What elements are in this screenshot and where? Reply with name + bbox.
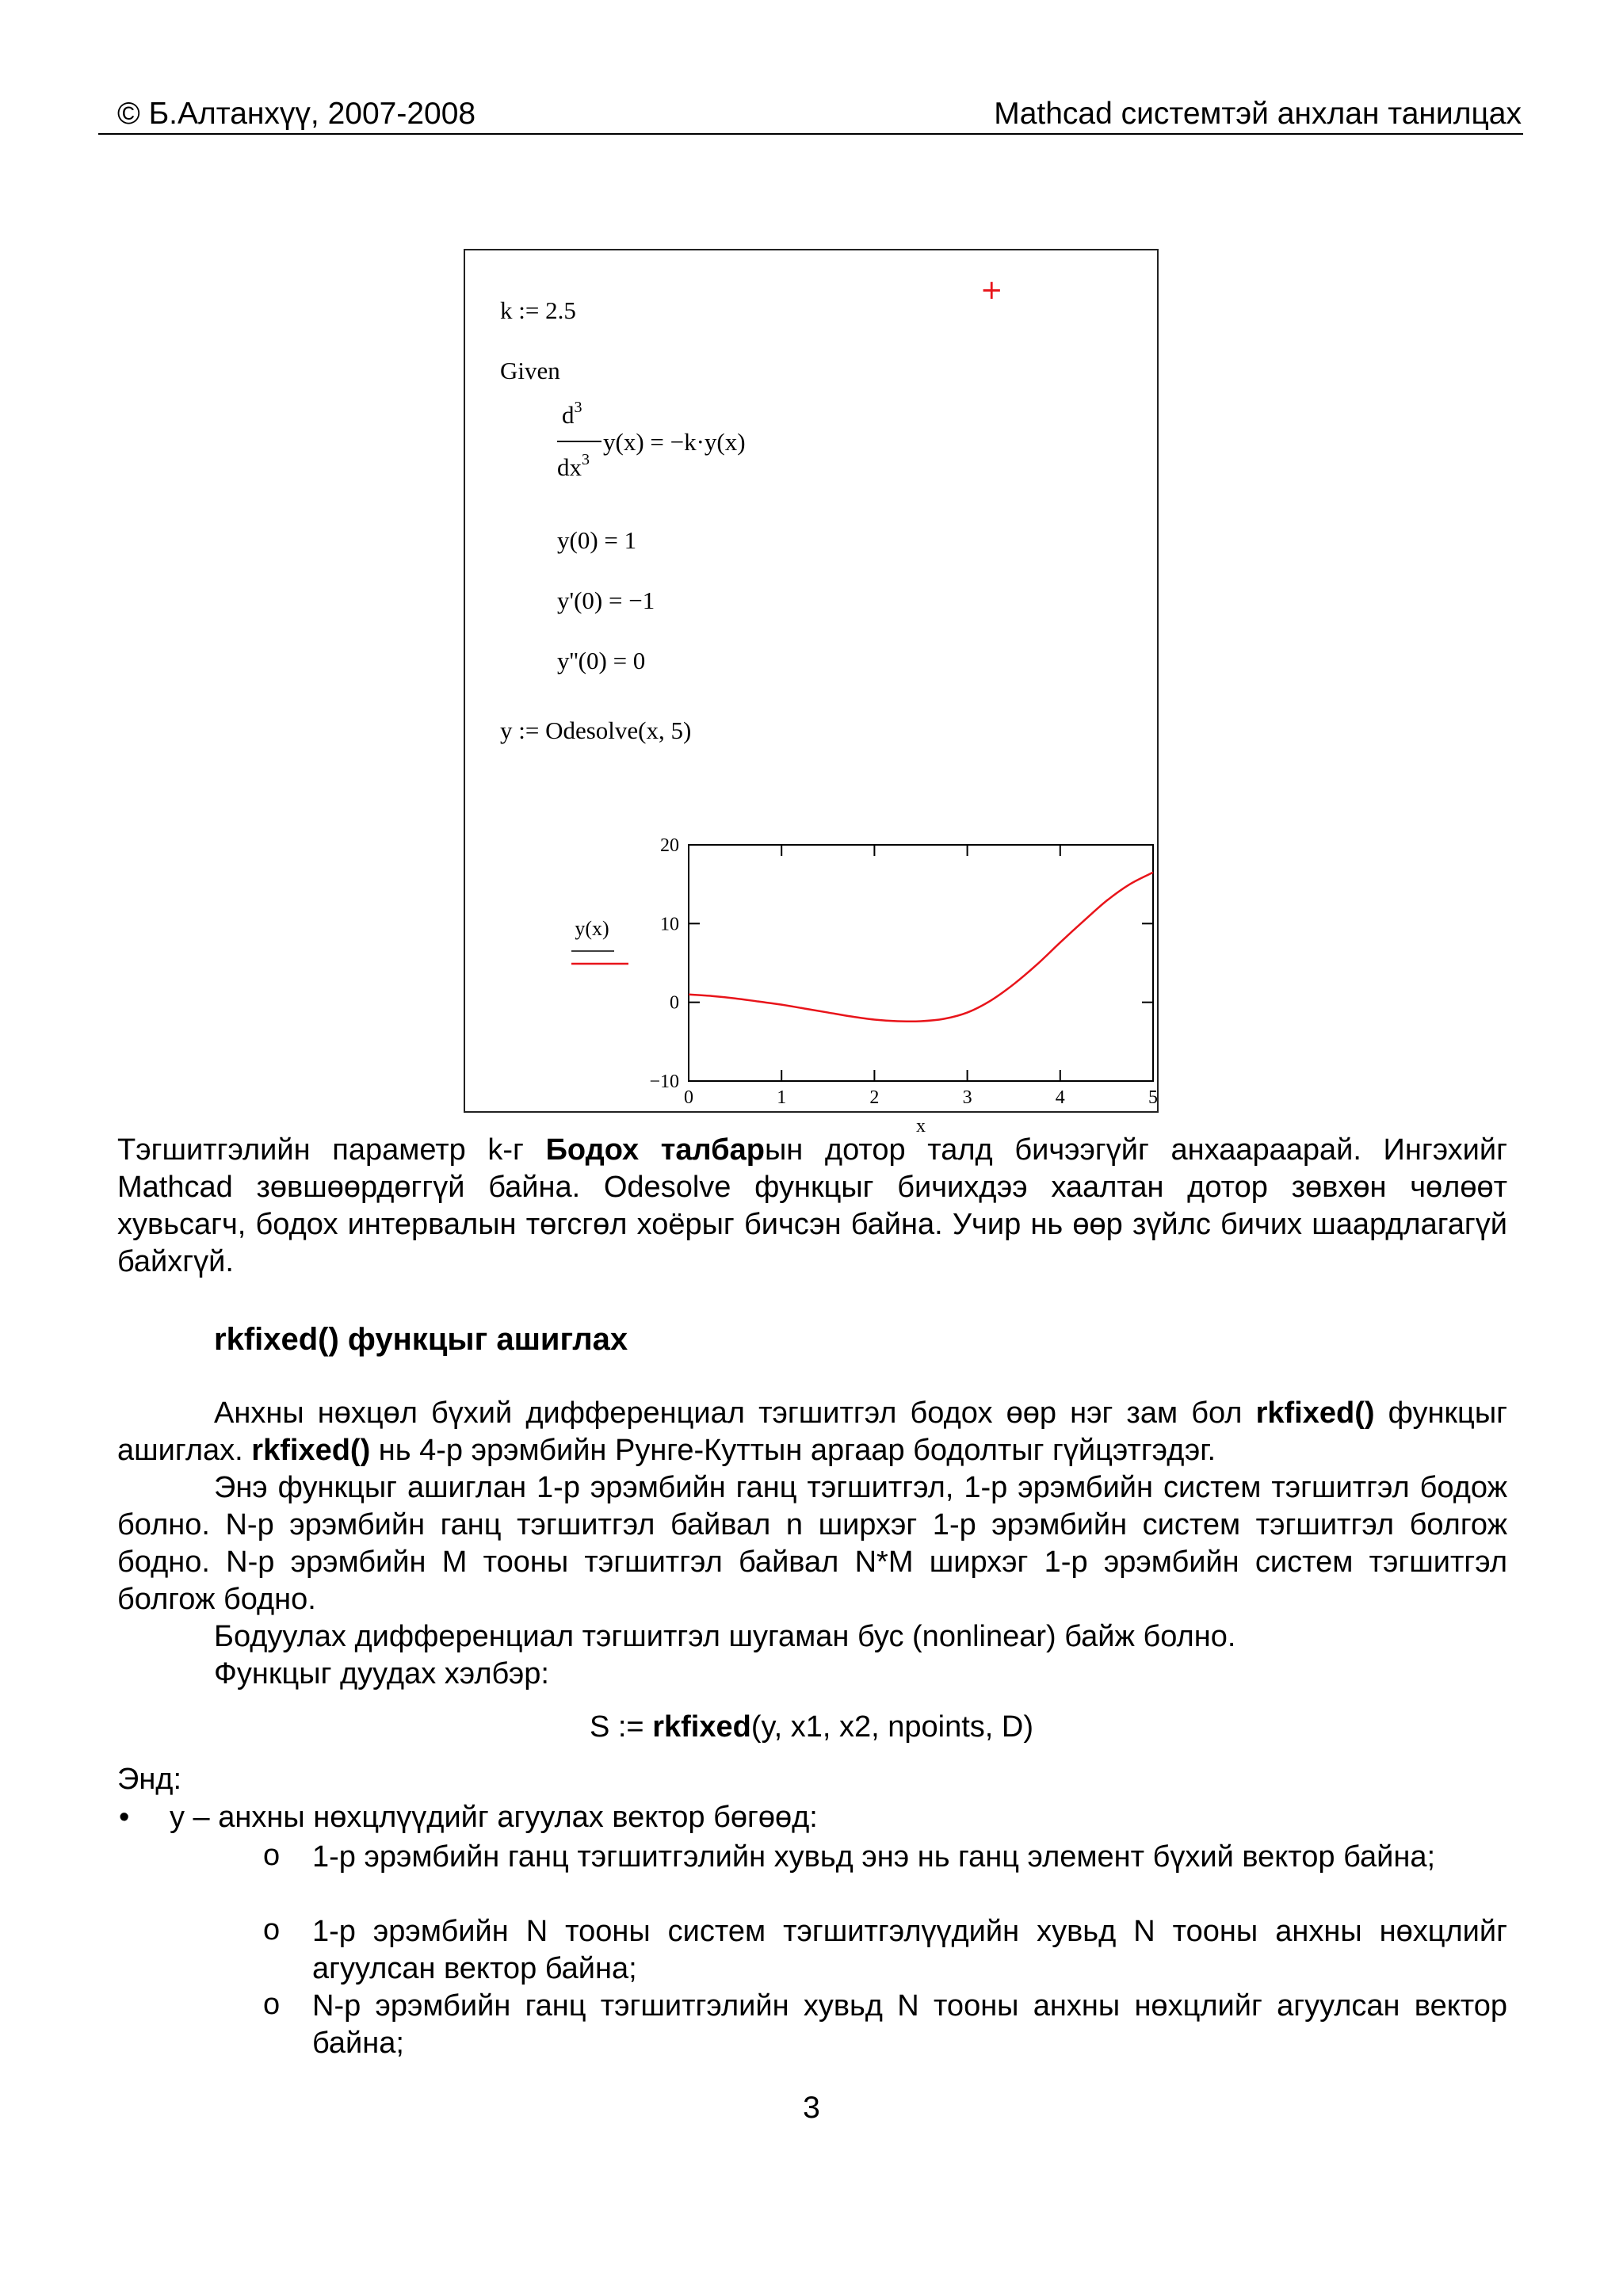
- paragraph-5: Функцыг дуудах хэлбэр:: [214, 1657, 549, 1690]
- deriv-num: d: [562, 401, 575, 429]
- p2-bold-1: rkfixed(): [1255, 1396, 1375, 1430]
- initial-condition-1: y(0) = 1: [557, 526, 637, 554]
- paragraph-4: Бодуулах дифференциал тэгшитгэл шугаман бус (nonlinear) байж болно.: [214, 1620, 1236, 1653]
- plot-frame: [689, 845, 1153, 1081]
- page-number: 3: [803, 2091, 820, 2125]
- bullet-text: y – анхны нөхцлүүдийг агуулах вектор бөгөөд:: [170, 1801, 818, 1834]
- deriv-num-exp: 3: [574, 399, 582, 416]
- y-axis-label: y(x): [575, 917, 609, 940]
- call-function-name: rkfixed: [652, 1710, 751, 1744]
- sub-bullet-marker: o: [263, 1988, 281, 2021]
- deriv-den-exp: 3: [582, 451, 590, 468]
- where-label: Энд:: [117, 1763, 182, 1796]
- initial-condition-3: y''(0) = 0: [557, 647, 646, 674]
- crosshair-cursor-icon: +: [980, 274, 1003, 306]
- solution-plot: [465, 250, 1158, 1137]
- sub-bullet-item: N-р эрэмбийн ганц тэгшитгэлийн хувьд N тооны анхны нөхцлийг агуулсан вектор байна;: [312, 1989, 1507, 2060]
- sub-bullet-marker: o: [263, 1839, 281, 1872]
- header-author: © Б.Алтанхүү, 2007-2008: [117, 97, 476, 131]
- k-definition: k := 2.5: [500, 296, 576, 324]
- p2-text-a: Анхны нөхцөл бүхий дифференциал тэгшитгэл бодох өөр нэг зам бол: [214, 1396, 1256, 1430]
- sub-bullet-item: 1-р эрэмбийн N тооны систем тэгшитгэлүүдийн хувьд N тооны анхны нөхцлийг агуулсан вектор байна;: [312, 1915, 1507, 1985]
- section-heading: rkfixed() функцыг ашиглах: [214, 1322, 628, 1357]
- header-rule: [98, 133, 1523, 135]
- call-prefix: S :=: [589, 1710, 653, 1744]
- p2-text-c: нь 4-р эрэмбийн Рунге-Куттын аргаар бодолтыг гүйцэтгэдэг.: [370, 1434, 1216, 1467]
- y-tick-label: −10: [649, 1072, 679, 1092]
- x-axis-label: x: [916, 1116, 926, 1137]
- ode-rhs: y(x) = −k·y(x): [603, 428, 746, 456]
- mathcad-worksheet-figure: [464, 249, 1159, 1137]
- header-title: Mathcad системтэй анхлан танилцах: [994, 97, 1522, 131]
- y-tick-label: 0: [670, 992, 679, 1014]
- call-arguments: (y, x1, x2, npoints, D): [750, 1710, 1034, 1744]
- p1-text-a: Тэгшитгэлийн параметр k-г: [117, 1133, 546, 1167]
- paragraph-1: [117, 1132, 1507, 1281]
- p2-bold-2: rkfixed(): [251, 1434, 371, 1467]
- sub-bullet-marker: o: [263, 1913, 281, 1946]
- y-tick-label: 20: [660, 835, 679, 856]
- y-tick-label: 10: [660, 914, 679, 935]
- sub-bullet-item: 1-р эрэмбийн ганц тэгшитгэлийн хувьд энэ нь ганц элемент бүхий вектор байна;: [312, 1840, 1436, 1874]
- initial-condition-2: y'(0) = −1: [557, 586, 655, 614]
- p2-text-b: функцыг ашиглах.: [117, 1396, 1507, 1467]
- x-tick-label: 4: [1055, 1087, 1065, 1108]
- p1-text-b: ын дотор талд бичээгүйг анхаараарай. Ингэхийг Mathcad зөвшөөрдөггүй байна. Odesolve функцыг бичихдээ хаалтан дотор зөвхөн чөлөөт хувьсагч, бодох интервалын төгсгөл хоёрыг бичсэн байна. Учир нь өөр зүйлс бичих шаардлагагүй байхгүй.: [117, 1133, 1507, 1278]
- x-tick-label: 1: [777, 1087, 787, 1108]
- given-keyword: Given: [500, 357, 560, 384]
- paragraph-3: Энэ функцыг ашиглан 1-р эрэмбийн ганц тэгшитгэл, 1-р эрэмбийн систем тэгшитгэл бодож болно. N-р эрэмбийн ганц тэгшитгэл байвал n ширхэг 1-р эрэмбийн систем тэгшитгэл болгож бодно. N-р эрэмбийн M тооны тэгшитгэл байвал N*M ширхэг 1-р эрэмбийн систем тэгшитгэл болгож бодно.: [117, 1471, 1507, 1616]
- paragraph-2: [117, 1395, 1507, 1469]
- deriv-den: dx: [557, 453, 582, 481]
- function-call-syntax: [0, 1710, 1623, 1744]
- x-tick-label: 0: [684, 1087, 693, 1108]
- series-line-y-of-x: [689, 873, 1153, 1022]
- p1-bold: Бодох талбар: [545, 1133, 765, 1167]
- bullet-marker: •: [119, 1801, 130, 1834]
- x-tick-label: 2: [869, 1087, 880, 1108]
- odesolve-definition: y := Odesolve(x, 5): [500, 716, 692, 744]
- x-tick-label: 3: [962, 1087, 972, 1108]
- x-tick-label: 5: [1148, 1087, 1158, 1108]
